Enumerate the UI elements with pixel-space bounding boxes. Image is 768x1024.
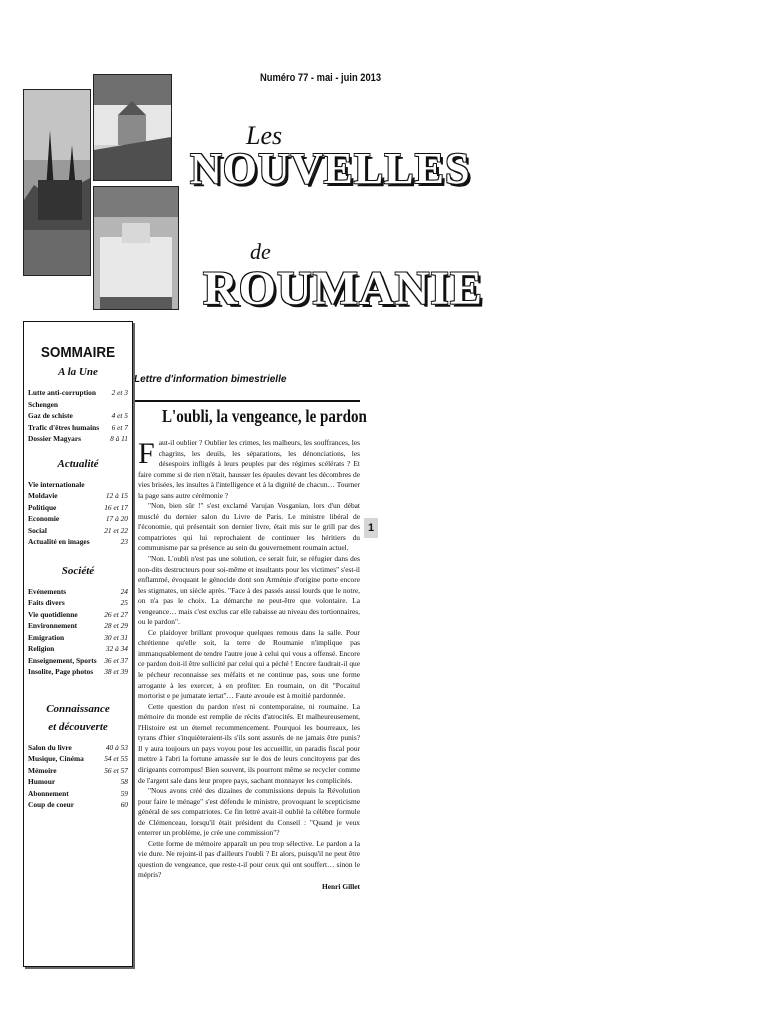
toc-item-pages: 24 [120, 586, 128, 596]
toc-item[interactable] [28, 399, 128, 411]
drop-cap: F [138, 437, 155, 470]
toc-item[interactable] [28, 433, 128, 445]
toc-item-pages: 21 et 22 [104, 525, 128, 535]
toc-item-label: Emigration [28, 632, 65, 642]
toc-item-label: Mémoire [28, 765, 57, 775]
toc-item[interactable] [28, 536, 128, 548]
toc-item-label: Coup de coeur [28, 800, 74, 809]
toc-item[interactable] [28, 502, 128, 514]
masthead-nouvelles: NOUVELLES [190, 144, 471, 193]
toc-list [24, 387, 132, 445]
toc-item-label: Moldavie [28, 491, 58, 500]
toc-section-heading: Actualité [57, 457, 99, 470]
header-rule [134, 400, 360, 402]
toc-item[interactable] [28, 422, 128, 434]
toc-item-pages: 8 à 11 [110, 434, 128, 443]
toc-item-label: Insolite, Page photos [28, 667, 94, 676]
toc-item-label: Schengen [28, 399, 58, 409]
toc-item[interactable] [28, 666, 128, 678]
toc-item-pages: 58 [120, 777, 128, 786]
toc-item-pages: 28 et 29 [104, 621, 128, 630]
toc-item-pages: 12 à 15 [105, 491, 128, 500]
toc-item-label: Vie internationale [28, 479, 85, 489]
toc-list [24, 586, 132, 678]
issue-number: Numéro 77 - mai - juin 2013 [260, 72, 382, 84]
toc-item[interactable] [28, 597, 128, 609]
toc-item[interactable] [28, 753, 128, 765]
toc-item-label: Gaz de schiste [28, 411, 73, 420]
article-body [138, 438, 360, 893]
toc-list [24, 742, 132, 811]
toc-item-label: Vie quotidienne [28, 609, 78, 619]
toc-item-pages: 26 et 27 [104, 609, 128, 619]
toc-item-pages: 23 [120, 537, 128, 546]
masthead-de: de [250, 239, 271, 264]
toc-item[interactable] [28, 765, 128, 777]
toc-section-heading: Société [61, 564, 95, 577]
government-building-photo [93, 186, 179, 310]
toc-title: SOMMAIRE [40, 344, 116, 361]
castle-photo [23, 89, 91, 276]
toc-item[interactable] [28, 479, 128, 491]
toc-item-label: Dossier Magyars [28, 434, 82, 443]
toc-item-pages: 32 à 34 [105, 644, 128, 653]
masthead-les: Les [246, 121, 283, 150]
toc-item[interactable] [28, 586, 128, 598]
toc-item-label: Humour [28, 777, 56, 786]
toc-item-pages: 2 et 3 [111, 388, 128, 397]
masthead-roumanie: ROUMANIE [203, 262, 483, 315]
toc-item-label: Environnement [28, 621, 78, 630]
toc-item[interactable] [28, 525, 128, 537]
article-paragraph: "Non, bien sûr !" s'est exclamé Varujan Vosganian, lors d'un débat musclé du dernier salon du Livre de Paris. Le ministre libéral de l'économie, qui présentait son dernier livre, était mis sur le grill par des compatriotes qui lui reprochaient de continuer les héritiers du communisme par sa présence au sein du gouvernement roumain actuel. [138, 501, 360, 553]
toc-item-label: Faits divers [28, 598, 65, 607]
toc-item-label: Actualité en images [28, 537, 90, 546]
toc-item-label: Religion [28, 644, 55, 653]
toc-item-pages: 54 et 55 [104, 754, 128, 763]
toc-item-pages: 40 à 53 [105, 742, 128, 752]
toc-list [24, 479, 132, 548]
toc-item-label: Salon du livre [28, 742, 72, 752]
toc-item[interactable] [28, 490, 128, 502]
toc-item-pages: 25 [120, 598, 128, 607]
toc-item-label: Evénements [28, 586, 67, 596]
toc-item[interactable] [28, 513, 128, 525]
toc-item-label: Abonnement [28, 788, 69, 798]
toc-item-pages: 38 et 39 [104, 667, 128, 676]
toc-item[interactable] [28, 410, 128, 422]
toc-item[interactable] [28, 776, 128, 788]
toc-item-pages: 60 [120, 800, 128, 809]
toc-item-pages: 6 et 7 [111, 422, 128, 432]
article-paragraph: "Non. L'oubli n'est pas une solution, ce serait fuir, se réfugier dans des non-dits destructeurs pour soi-même et insultants pour les victimes" s'est-il enflammé, évoquant le génocide dont son Arménie d'origine porte encore les stigmates, un siècle après. "Face à des passés aussi lourds que le notre, on n'a pas le choix. La démarche ne peut-être que volontaire. La vengeance… mais c'est exclus car elle rabaisse au niveau des tortionnaires, ou le pardon". [138, 554, 360, 627]
newsletter-label: Lettre d'information bimestrielle [134, 374, 287, 385]
toc-item-label: Enseignement, Sports [28, 655, 97, 665]
toc-item[interactable] [28, 799, 128, 811]
toc-item[interactable] [28, 643, 128, 655]
toc-item-label: Politique [28, 502, 57, 512]
toc-section-heading: A la Une [58, 366, 98, 378]
table-of-contents [23, 321, 133, 967]
toc-item[interactable] [28, 632, 128, 644]
toc-section-heading: Connaissance et découverte [46, 702, 110, 733]
toc-item-pages: 16 et 17 [104, 502, 128, 512]
author-signature: Henri Gillet [322, 881, 360, 891]
toc-item-pages: 59 [120, 788, 128, 798]
toc-item-label: Musique, Cinéma [28, 754, 84, 763]
toc-item-label: Lutte anti-corruption [28, 388, 96, 397]
toc-item[interactable] [28, 788, 128, 800]
toc-item[interactable] [28, 742, 128, 754]
article-paragraph: Cette question du pardon n'est ni contemporaine, ni roumaine. La mémoire du monde est remplie de récits d'atrocités. Et malheureusement, l'Histoire est un éternel recommencement. Pourquoi les bourreaux, les tyrans d'hier s'inquièteraient-ils s'ils sont assurés de ne jamais être punis? Il y aura toujours un pays voyou pour les accueillir, un paradis fiscal pour mettre à l'abri la fortune amassée sur le dos de leurs concitoyens par des dirigeants corrompus! Bien souvent, ils pourront même se recycler comme de l'argent sale dans leur propre pays, sachant monnayer les complicités. [138, 701, 360, 785]
toc-item[interactable] [28, 387, 128, 399]
toc-item-pages: 30 et 31 [104, 632, 128, 642]
toc-item-label: Social [28, 525, 47, 535]
toc-item[interactable] [28, 620, 128, 632]
article-title: L'oubli, la vengeance, le pardon [162, 406, 367, 426]
toc-item[interactable] [28, 655, 128, 667]
toc-item[interactable] [28, 609, 128, 621]
article-paragraph: Cette forme de mémoire apparaît un peu trop sélective. Le pardon a la vie dure. Ne rejoint-il pas d'ailleurs l'oubli ? Et alors, puisqu'il ne peut être question de vengeance, que reste-t-il pour ceux qui ont souffert… sinon le mépris? [138, 838, 360, 880]
article-paragraph: aut-il oublier ? Oublier les crimes, les malheurs, les souffrances, les chagrins, les deuils, les séparations, les dénonciations, les désespoirs infligés à leurs peuples par des régimes scélérats ? Et faire comme si de rien n'était, hausser les épaules devant les décombres de vies brisées, les insultes à l'intelligence et à la dignité de chacun… Tourner la page sans autre cérémonie ? [138, 438, 360, 500]
toc-item-pages: 4 et 5 [111, 411, 128, 420]
palace-photo [93, 74, 172, 181]
toc-item-label: Trafic d'êtres humains [28, 422, 100, 432]
toc-item-pages: 56 et 57 [104, 765, 128, 775]
page-number: 1 [364, 518, 378, 538]
article-paragraph: "Nous avons créé des dizaines de commissions depuis la Révolution pour faire le ménage" s'est défendu le ministre, provoquant le scepticisme général de ses compatriotes. Ce fin lettré avait-il oublié la célèbre formule de Clémenceau, lorsqu'il était président du Conseil : "Quand je veux enterrer un problème, je crée une commission"? [138, 786, 360, 838]
toc-item-pages: 17 à 20 [105, 514, 128, 523]
toc-item-label: Economie [28, 514, 60, 523]
toc-item-pages: 36 et 37 [104, 655, 128, 665]
article-paragraph: Ce plaidoyer brillant provoque quelques remous dans la salle. Pour chrétienne qu'elle soit, la terre de Roumanie n'implique pas immanquablement de tendre l'autre joue à celui qui vous a offensé. Encore ce pardon doit-il être sollicité par celui qui a péché ! Encore faudrait-il que le pécheur reconnaisse ses méfaits et ne continue pas, sous une forme arrogante à les exercer, à en profiter. En roumain, on dit "Pocaitul mortorist e pe jumatate iertat"… Faute avouée est à moitié pardonnée. [138, 627, 360, 701]
